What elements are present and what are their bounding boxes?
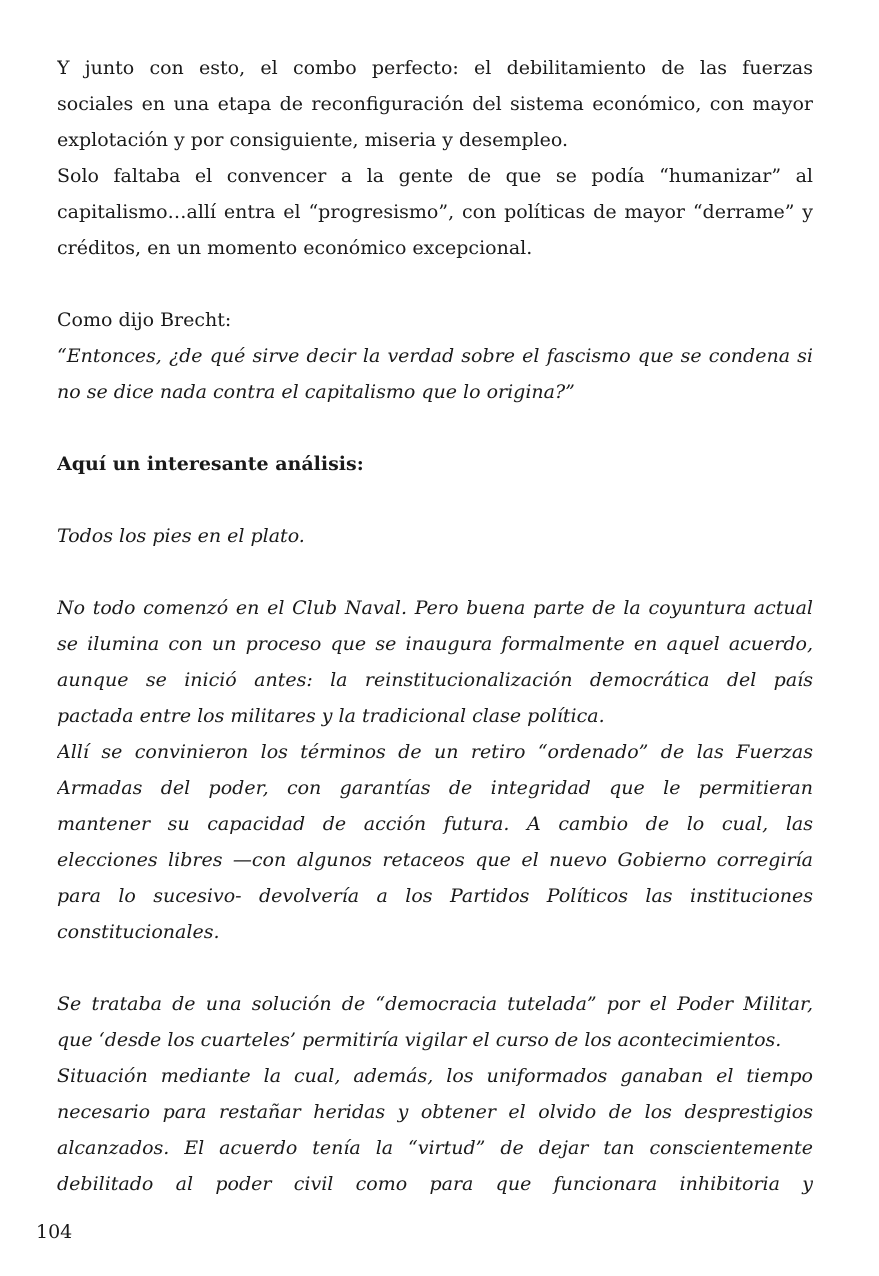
text-line: Se trataba de una solución de “democracia tutelada” por el Poder Militar, (57, 993, 813, 1015)
text-line: aunque se inició antes: la reinstitucionalización democrática del país (57, 669, 813, 691)
text-line: elecciones libres —con algunos retaceos que el nuevo Gobierno corregiría (57, 849, 813, 871)
brecht-intro: Como dijo Brecht: (57, 309, 232, 331)
brecht-quote (57, 338, 813, 410)
paragraph-club-naval (57, 590, 813, 734)
text-line: para lo sucesivo- devolvería a los Partidos Políticos las instituciones (57, 885, 813, 907)
paragraph-spacer (57, 410, 813, 446)
text-line: Allí se convinieron los términos de un retiro “ordenado” de las Fuerzas (57, 741, 813, 763)
text-line: necesario para restañar heridas y obtener el olvido de los desprestigios (57, 1101, 813, 1123)
text-line: que ‘desde los cuarteles’ permitiría vigilar el curso de los acontecimientos. (57, 1029, 782, 1051)
text-line: Situación mediante la cual, además, los uniformados ganaban el tiempo (57, 1065, 813, 1087)
quote-line: “Entonces, ¿de qué sirve decir la verdad sobre el fascismo que se condena si (57, 345, 813, 367)
paragraph-spacer (57, 950, 813, 986)
text-line: Solo faltaba el convencer a la gente de que se podía “humanizar” al (57, 165, 813, 187)
text-line: créditos, en un momento económico excepcional. (57, 237, 533, 259)
text-line: se ilumina con un proceso que se inaugura formalmente en aquel acuerdo, (57, 633, 813, 655)
paragraph-spacer (57, 266, 813, 302)
text-line: mantener su capacidad de acción futura. A cambio de lo cual, las (57, 813, 813, 835)
text-line: No todo comenzó en el Club Naval. Pero buena parte de la coyuntura actual (57, 597, 813, 619)
text-line: debilitado al poder civil como para que funcionara inhibitoria y (57, 1173, 813, 1195)
text-line: sociales en una etapa de reconfiguración del sistema económico, con mayor (57, 93, 813, 115)
paragraph-progresismo (57, 158, 813, 266)
paragraph-situacion (57, 1058, 813, 1202)
article-title: Todos los pies en el plato. (57, 525, 305, 547)
page-number: 104 (36, 1221, 73, 1243)
text-line: alcanzados. El acuerdo tenía la “virtud” de dejar tan conscientemente (57, 1137, 813, 1159)
text-line: explotación y por consiguiente, miseria y desempleo. (57, 129, 569, 151)
text-line: pactada entre los militares y la tradicional clase política. (57, 705, 605, 727)
paragraph-spacer (57, 554, 813, 590)
text-line: Y junto con esto, el combo perfecto: el debilitamiento de las fuerzas (57, 57, 813, 79)
quote-line: no se dice nada contra el capitalismo que lo origina?” (57, 381, 575, 403)
text-line: constitucionales. (57, 921, 220, 943)
paragraph-combo (57, 50, 813, 158)
paragraph-retiro (57, 734, 813, 950)
paragraph-spacer (57, 482, 813, 518)
paragraph-democracia-tutelada (57, 986, 813, 1058)
section-heading: Aquí un interesante análisis: (57, 453, 364, 475)
text-line: capitalismo…allí entra el “progresismo”, con políticas de mayor “derrame” y (57, 201, 813, 223)
page-body (57, 50, 813, 1202)
text-line: Armadas del poder, con garantías de integridad que le permitieran (57, 777, 813, 799)
